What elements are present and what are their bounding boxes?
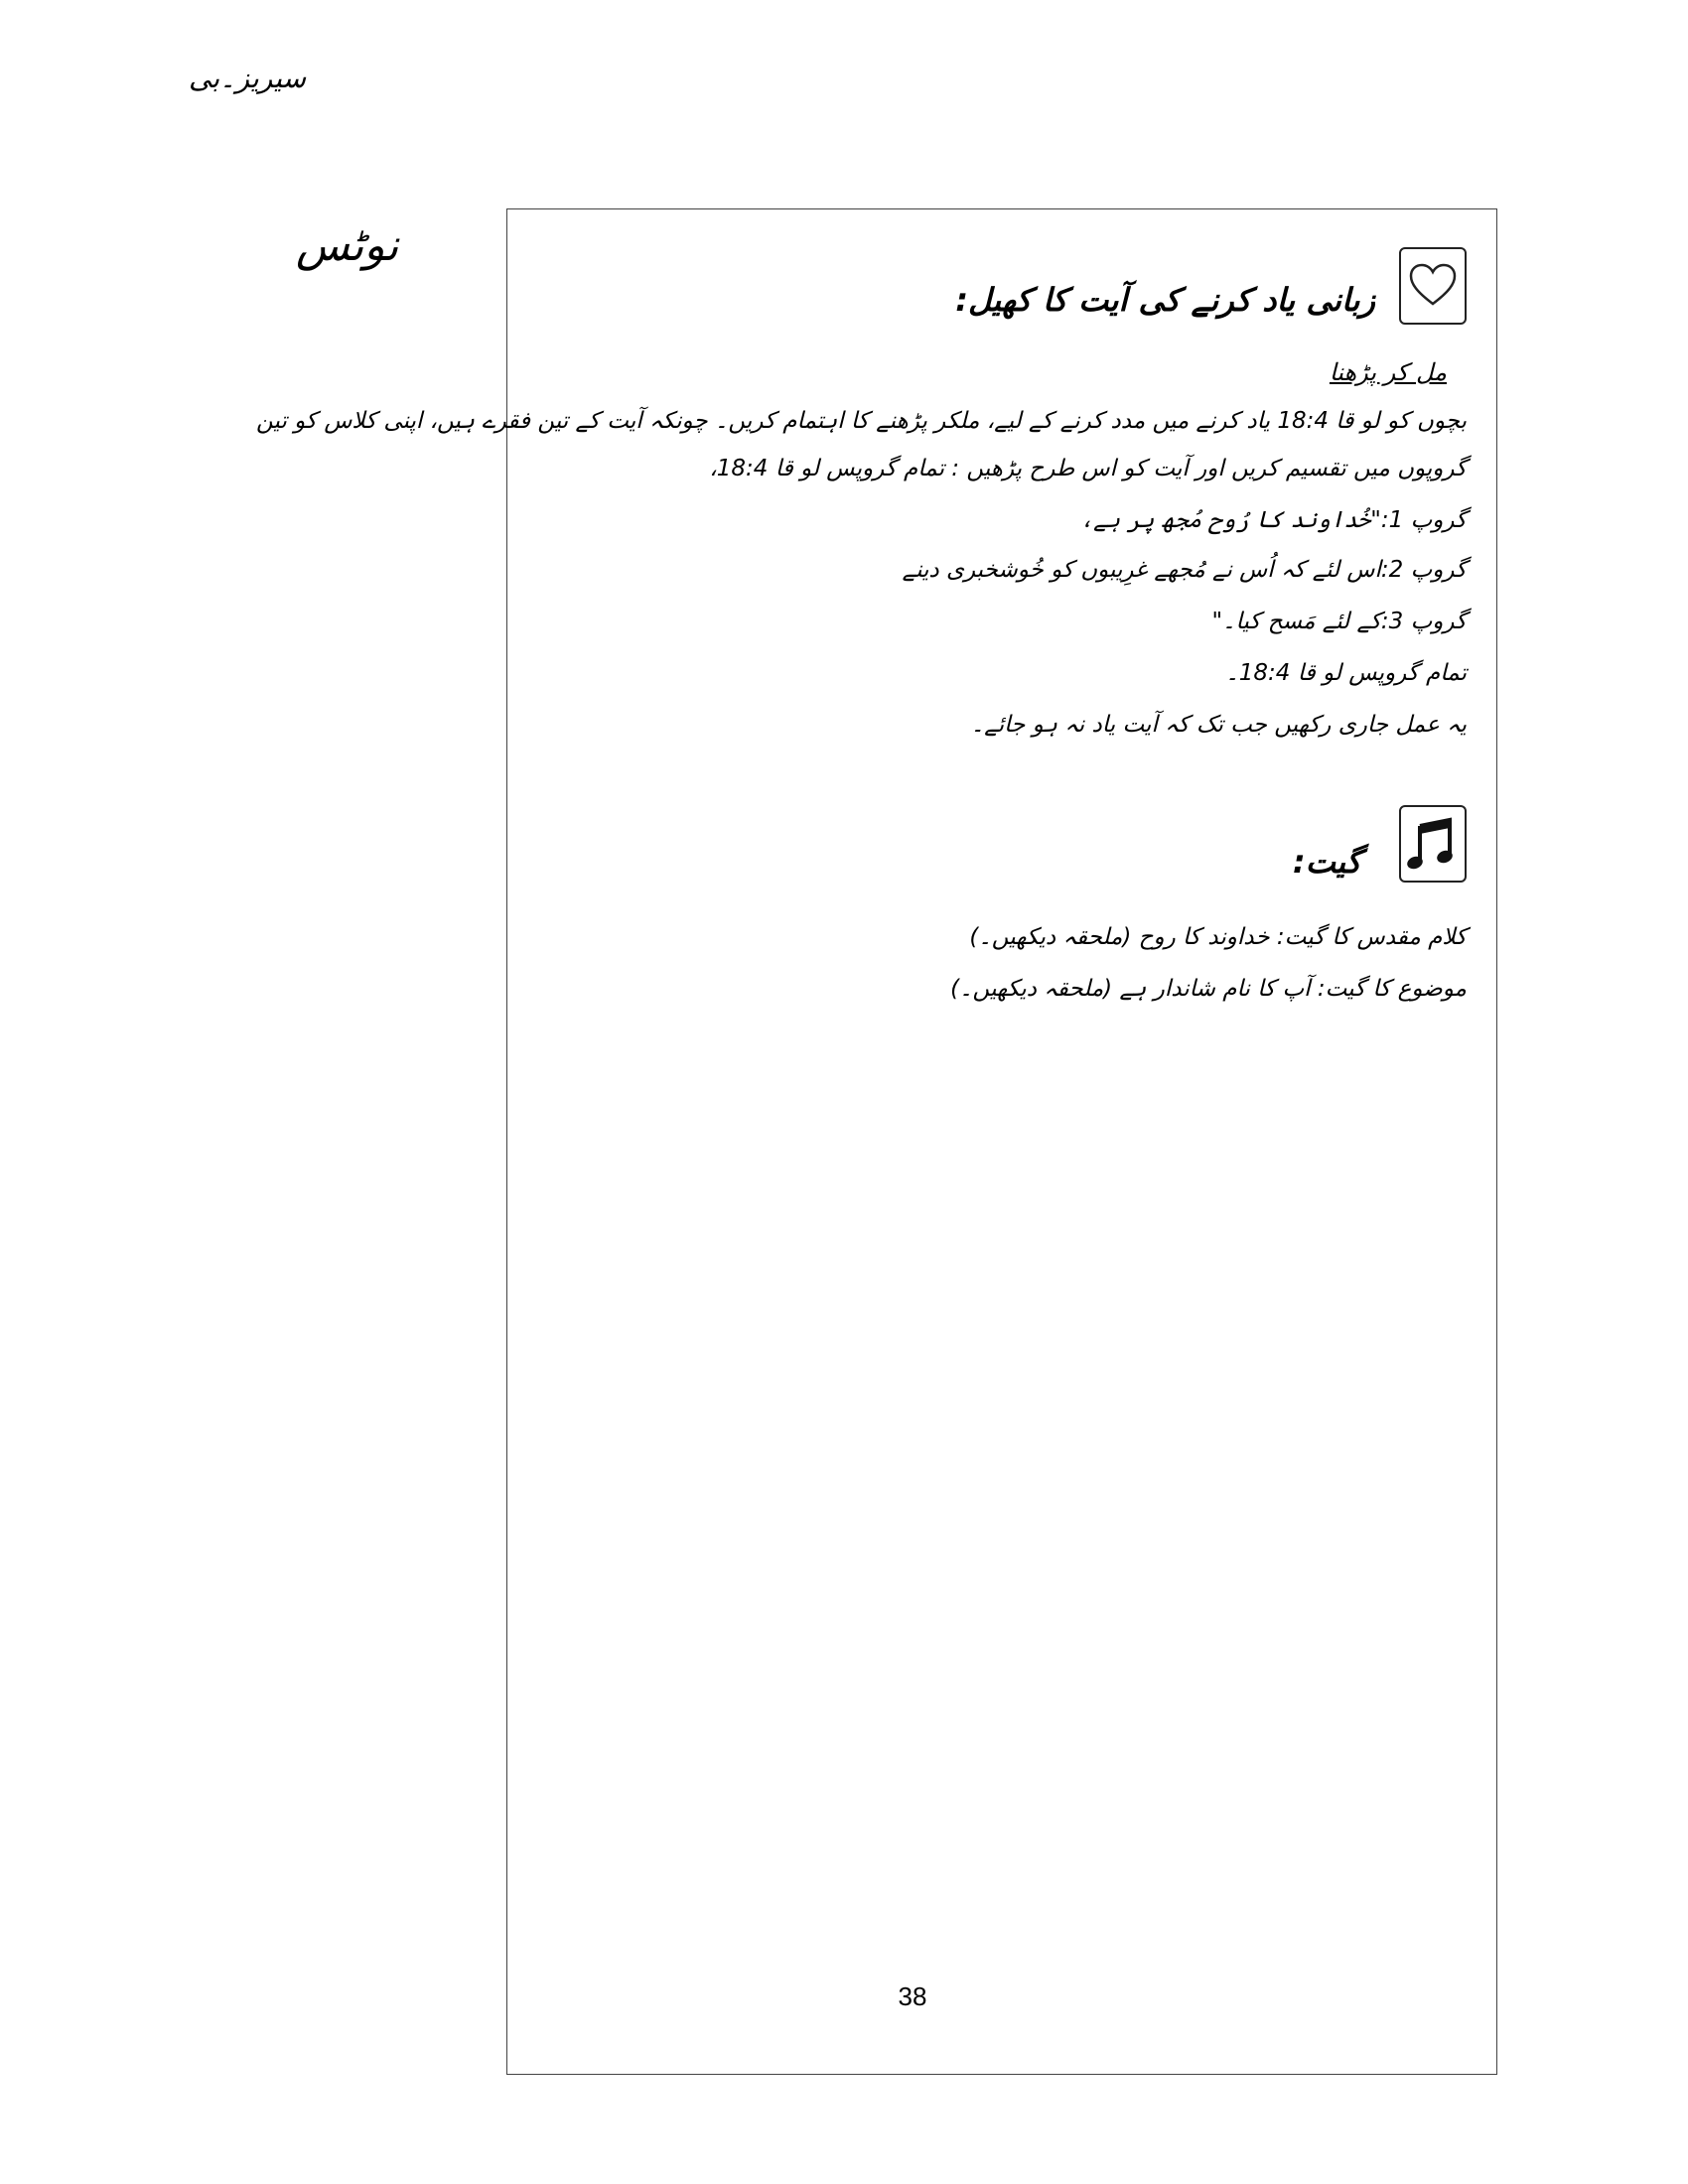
memory-verse-line: گروپوں میں تقسیم کریں اور آیت کو اس طرح پڑھیں : تمام گروپس لو قا 18:4، xyxy=(709,456,1467,481)
song-line: موضوع کا گیت: آپ کا نام شاندار ہے (ملحقہ دیکھیں۔) xyxy=(950,976,1467,1002)
memory-verse-line: گروپ 2:اس لئے کہ اُس نے مُجھے غرِیبوں کو خُوشخبری دینے xyxy=(902,557,1467,583)
memory-verse-line: تمام گروپس لو قا 18:4۔ xyxy=(1225,660,1467,686)
memory-verse-subtitle: مل کر پڑھنا xyxy=(1329,358,1447,386)
memory-verse-line: گروپ 3:کے لئے مَسح کیا۔" xyxy=(1211,609,1467,634)
song-line: کلام مقدس کا گیت: خداوند کا روح (ملحقہ دیکھیں۔) xyxy=(969,924,1467,950)
memory-verse-line: بچوں کو لو قا 18:4 یاد کرنے میں مدد کرنے کے لیے، ملکر پڑھنے کا اہتمام کریں۔ چونکہ آیت کے تین فقرے ہیں، اپنی کلاس کو تین xyxy=(256,408,1467,434)
notes-label: نوٹس xyxy=(296,220,399,271)
heart-icon xyxy=(1399,247,1467,325)
memory-verse-title: زبانی یاد کرنے کی آیت کا کھیل: xyxy=(955,281,1375,319)
song-title: گیت: xyxy=(1292,843,1361,881)
music-note-icon xyxy=(1399,805,1467,883)
song-header xyxy=(1293,805,1467,883)
series-label: سیریز۔بی xyxy=(189,62,307,94)
page-number: 38 xyxy=(898,1981,927,2011)
memory-verse-line: یہ عمل جاری رکھیں جب تک کہ آیت یاد نہ ہو جائے۔ xyxy=(970,712,1467,738)
memory-verse-line: گروپ 1:"خُداوند کا رُوح مُجھ پر ہے، xyxy=(1079,507,1467,533)
memory-verse-header xyxy=(955,247,1467,325)
